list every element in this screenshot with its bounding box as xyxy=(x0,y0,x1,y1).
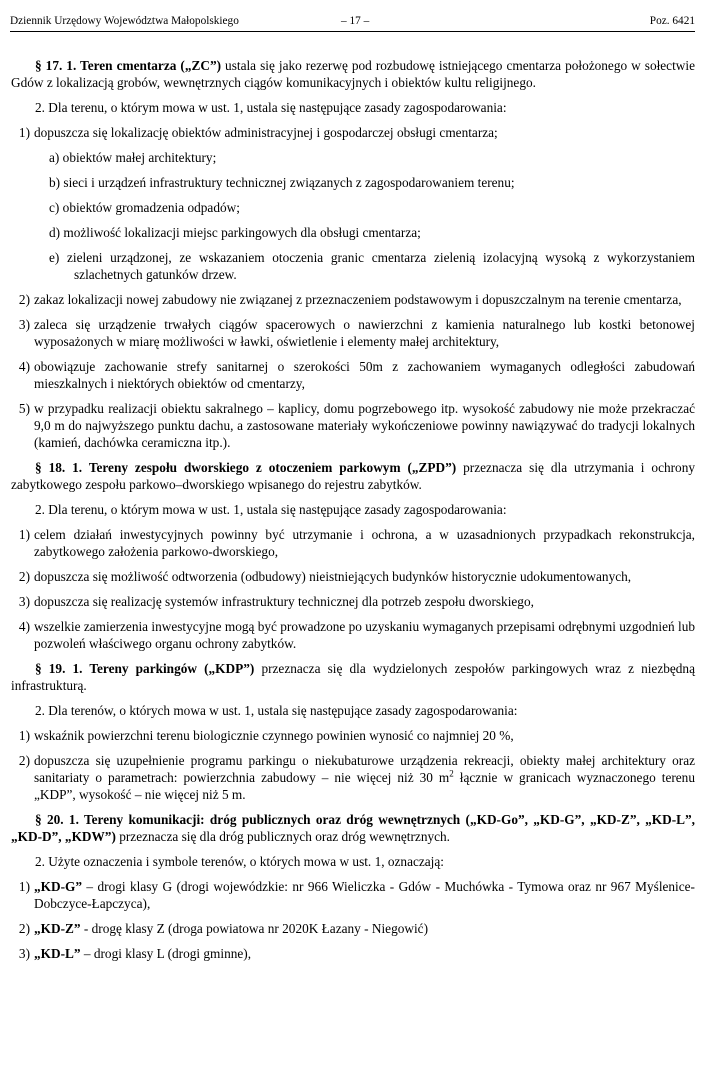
page-header xyxy=(10,13,695,32)
section-17-heading: § 17. 1. Teren cmentarza („ZC”) xyxy=(35,58,222,73)
list-text: – drogi klasy L (drogi gminne), xyxy=(80,946,252,961)
list-text: obowiązuje zachowanie strefy sanitarnej o szerokości 50m z zachowaniem wymaganych odległości zabudowań mieszkalnych i niektórych obiektów od cmentarzy, xyxy=(34,359,695,391)
road-symbol: „KD-L” xyxy=(34,946,81,961)
section-17-text: ustala się jako rezerwę pod rozbudowę istniejącego cmentarza położonego w sołectwie Gdów z lokalizacją grobów, wewnętrznych ciągów komunikacyjnych i obiektów kultu religijnego. xyxy=(11,58,695,90)
road-symbol: „KD-G” xyxy=(34,879,83,894)
list-number: 3) xyxy=(18,317,30,332)
road-symbol: „KD-Z” xyxy=(34,921,81,936)
sub-item xyxy=(11,249,695,283)
list-number: 2) xyxy=(18,921,30,936)
page-number: – 17 – xyxy=(341,15,370,27)
section-20-paragraph-1 xyxy=(11,811,695,845)
list-text: - drogę klasy Z (droga powiatowa nr 2020K Łazany - Niegowić) xyxy=(80,921,428,936)
list-item xyxy=(11,400,695,451)
list-text: wszelkie zamierzenia inwestycyjne mogą być prowadzone po uzyskaniu wymaganych przepisami odrębnymi uzgodnień lub pozwoleń właściwego organu ochrony zabytków. xyxy=(34,619,695,651)
sub-letter: b) xyxy=(49,175,61,190)
list-number: 1) xyxy=(18,728,30,743)
sub-item xyxy=(11,199,695,216)
list-item xyxy=(11,291,695,308)
list-text: wskaźnik powierzchni terenu biologicznie czynnego powinien wynosić co najmniej 20 %, xyxy=(34,728,514,743)
sub-item xyxy=(11,174,695,191)
sub-text: możliwość lokalizacji miejsc parkingowych dla obsługi cmentarza; xyxy=(63,225,421,240)
position-number: Poz. 6421 xyxy=(649,15,695,27)
list-number: 4) xyxy=(18,359,30,374)
list-number: 5) xyxy=(18,401,30,416)
section-18-text: przeznacza się dla utrzymania i ochrony zabytkowego zespołu parkowo–dworskiego wpisanego do rejestru zabytków. xyxy=(11,460,695,492)
list-number: 2) xyxy=(18,292,30,307)
section-19-paragraph-1 xyxy=(11,660,695,694)
list-text: łącznie w granicach wyznaczonego terenu „KDP”, wysokość – nie więcej niż 5 m. xyxy=(34,770,695,802)
list-number: 1) xyxy=(18,125,30,140)
document-body xyxy=(11,57,695,970)
list-number: 2) xyxy=(18,753,30,768)
list-item xyxy=(11,316,695,350)
list-number: 3) xyxy=(18,594,30,609)
section-19-paragraph-2: 2. Dla terenów, o których mowa w ust. 1, ustala się następujące zasady zagospodarowania: xyxy=(35,703,518,718)
list-item xyxy=(11,526,695,560)
list-number: 1) xyxy=(18,879,30,894)
list-text: zaleca się urządzenie trwałych ciągów spacerowych o nawierzchni z kamienia naturalnego lub kostki betonowej wyposażonych w miarę możliwości w ławki, oświetlenie i elementy małej architektury, xyxy=(34,317,695,349)
sub-letter: a) xyxy=(49,150,60,165)
list-text: dopuszcza się lokalizację obiektów administracyjnej i gospodarczej obsługi cmentarza; xyxy=(34,125,498,140)
sub-item xyxy=(11,149,695,166)
section-18-paragraph-1 xyxy=(11,459,695,493)
list-item xyxy=(11,124,695,141)
list-text: celem działań inwestycyjnych powinny być utrzymanie i ochrona, a w uzasadnionych przypadkach rekonstrukcja, zabytkowego założenia parkowo-dworskiego, xyxy=(34,527,695,559)
list-number: 3) xyxy=(18,946,30,961)
section-17-paragraph-2: 2. Dla terenu, o którym mowa w ust. 1, ustala się następujące zasady zagospodarowania: xyxy=(35,100,507,115)
sub-text: obiektów gromadzenia odpadów; xyxy=(62,200,240,215)
list-number: 4) xyxy=(18,619,30,634)
section-18-paragraph-2: 2. Dla terenu, o którym mowa w ust. 1, ustala się następujące zasady zagospodarowania: xyxy=(35,502,507,517)
list-item xyxy=(11,920,695,937)
list-number: 2) xyxy=(18,569,30,584)
list-item xyxy=(11,593,695,610)
sub-letter: d) xyxy=(49,225,61,240)
sub-letter: c) xyxy=(49,200,60,215)
list-item xyxy=(11,568,695,585)
list-item xyxy=(11,358,695,392)
list-item xyxy=(11,618,695,652)
sub-text: zieleni urządzonej, ze wskazaniem otoczenia granic cmentarza zielenią izolacyjną wysoką z wykorzystaniem szlachetnych gatunków drzew. xyxy=(67,250,695,282)
list-item xyxy=(11,752,695,803)
list-item xyxy=(11,878,695,912)
list-text: dopuszcza się realizację systemów infrastruktury technicznej dla potrzeb zespołu dworskiego, xyxy=(34,594,534,609)
list-text: dopuszcza się uzupełnienie programu parkingu o niekubaturowe urządzenia rekreacji, obiekty małej architektury oraz sanitariaty o parametrach: powierzchnia zabudowy – nie więcej niż 30 m xyxy=(34,753,695,785)
sub-text: sieci i urządzeń infrastruktury technicznej związanych z zagospodarowaniem terenu; xyxy=(63,175,515,190)
section-20-paragraph-2: 2. Użyte oznaczenia i symbole terenów, o których mowa w ust. 1, oznaczają: xyxy=(35,854,444,869)
superscript: 2 xyxy=(449,768,454,779)
sub-item xyxy=(11,224,695,241)
section-18-heading: § 18. 1. Tereny zespołu dworskiego z otoczeniem parkowym („ZPD”) xyxy=(35,460,457,475)
list-text: w przypadku realizacji obiektu sakralnego – kaplicy, domu pogrzebowego itp. wysokość zabudowy nie może przekraczać 9,0 m do najwyższego punktu dachu, a zastosowane materiały wykończeniowe powinny nawiązywać do tradycji lokalnych (kamień, dachówka ceramiczna itp.). xyxy=(34,401,695,450)
list-text: dopuszcza się możliwość odtworzenia (odbudowy) nieistniejących budynków historycznie udokumentowanych, xyxy=(34,569,632,584)
list-item xyxy=(11,727,695,744)
journal-title: Dziennik Urzędowy Województwa Małopolskiego xyxy=(10,15,239,27)
section-17-paragraph-1 xyxy=(11,57,695,91)
section-19-heading: § 19. 1. Tereny parkingów („KDP”) xyxy=(35,661,255,676)
section-19-text: przeznacza się dla wydzielonych zespołów parkingowych wraz z niezbędną infrastrukturą. xyxy=(11,661,695,693)
sub-letter: e) xyxy=(49,250,60,265)
section-20-text: przeznacza się dla dróg publicznych oraz dróg wewnętrznych. xyxy=(115,829,451,844)
list-number: 1) xyxy=(18,527,30,542)
section-20-heading: § 20. 1. Tereny komunikacji: dróg publicznych oraz dróg wewnętrznych („KD-Go”, „KD-G”, „KD-Z”, „KD-L”, „KD-D”, „KDW”) xyxy=(11,812,695,844)
list-text: – drogi klasy G (drogi wojewódzkie: nr 966 Wieliczka - Gdów - Muchówka - Tymowa oraz nr 967 Myślenice-Dobczyce-Łapczyca), xyxy=(34,879,695,911)
list-item xyxy=(11,945,695,962)
sub-text: obiektów małej architektury; xyxy=(62,150,217,165)
list-text: zakaz lokalizacji nowej zabudowy nie związanej z przeznaczeniem podstawowym i dopuszczalnym na terenie cmentarza, xyxy=(34,292,682,307)
